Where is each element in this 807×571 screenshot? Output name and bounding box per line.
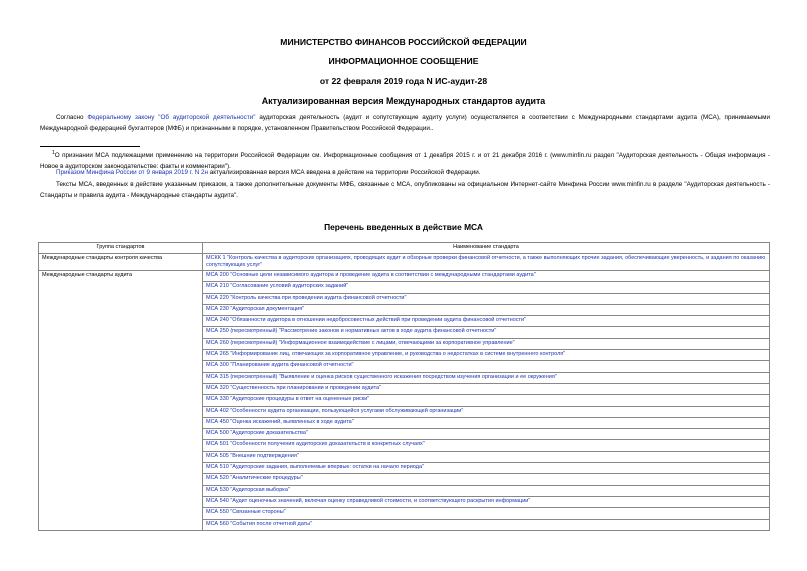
ministry-heading: МИНИСТЕРСТВО ФИНАНСОВ РОССИЙСКОЙ ФЕДЕРАЦИИ (280, 37, 527, 47)
table-row[interactable]: МСА 260 (пересмотренный) "Информационное взаимодействие с лицами, отвечающими за корпоративное управление" (203, 338, 770, 349)
table-row[interactable]: МСА 500 "Аудиторские доказательства" (203, 429, 770, 440)
table-row[interactable]: МСА 510 "Аудиторские задания, выполняемые впервые: остатки на начало периода" (203, 463, 770, 474)
table-title: Перечень введенных в действие МСА (324, 222, 483, 232)
document-title: Актуализированная версия Международных стандартов аудита (261, 96, 546, 106)
order-suffix: актуализированная версия МСА введена в действие на территории Российской Федерации. (208, 169, 481, 176)
col-name-header: Наименование стандарта (203, 243, 770, 254)
texts-paragraph: Тексты МСА, введенных в действие указанным приказом, а также дополнительные документы МФБ, связанные с МСА, опубликованы на официальном Интернет-сайте Минфина России www.minfin.ru в разделе "Аудиторская деятельность - Стандарты и правила аудита - Международные стандарты аудита". (40, 181, 770, 199)
table-row[interactable]: МСА 540 "Аудит оценочных значений, включая оценку справедливой стоимости, и соответствующего раскрытия информации" (203, 496, 770, 507)
group-quality-control: Международные стандарты контроля качества (39, 254, 203, 271)
table-row[interactable]: МСА 550 "Связанные стороны" (203, 508, 770, 519)
group-audit-standards: Международные стандарты аудита (39, 271, 203, 531)
table-row[interactable]: МСА 505 "Внешние подтверждения" (203, 451, 770, 462)
table-row[interactable]: МСА 315 (пересмотренный) "Выявление и оценка рисков существенного искажения посредством изучения организации и ее окружения" (203, 372, 770, 383)
table-row[interactable]: МСА 265 "Информирование лиц, отвечающих за корпоративное управление, и руководства о недостатках в системе внутреннего контроля" (203, 350, 770, 361)
doc-type-heading: ИНФОРМАЦИОННОЕ СООБЩЕНИЕ (328, 56, 479, 66)
table-row[interactable]: МСА 250 (пересмотренный) "Рассмотрение законов и нормативных актов в ходе аудита финансовой отчетности" (203, 327, 770, 338)
standards-table (38, 242, 770, 531)
table-row[interactable]: МСА 220 "Контроль качества при проведении аудита финансовой отчетности" (203, 293, 770, 304)
federal-law-link[interactable]: Федеральному закону "Об аудиторской деятельности" (87, 114, 256, 121)
order-link[interactable]: Приказом Минфина России от 9 января 2019 г. N 2н (56, 169, 209, 176)
table-row[interactable]: МСА 560 "События после отчетной даты" (203, 519, 770, 530)
standard-mskk1-link[interactable]: МСКК 1 "Контроль качества в аудиторских организациях, проводящих аудит и обзорные проверки финансовой отчетности, а также выполняющих прочие задания, обеспечивающие уверенность, и задания по оказанию сопутствующих услуг" (203, 254, 770, 271)
footnote-text: О признании МСА подлежащими применению на территории Российской Федерации см. Информационные сообщения от 1 декабря 2015 г. и от 21 декабря 2016 г. (www.minfin.ru раздел "Аудиторская деятельность - Общая информация - Новое в аудиторском законодательстве: факты и комментарии"). (40, 152, 770, 170)
table-row[interactable]: МСА 240 "Обязанности аудитора в отношении недобросовестных действий при проведении аудита финансовой отчетности" (203, 316, 770, 327)
table-row[interactable]: МСА 230 "Аудиторская документация" (203, 304, 770, 315)
intro-prefix: Согласно (56, 114, 88, 121)
table-row[interactable]: МСА 501 "Особенности получения аудиторских доказательств в конкретных случаях" (203, 440, 770, 451)
table-row[interactable]: МСА 402 "Особенности аудита организации, пользующейся услугами обслуживающей организации" (203, 406, 770, 417)
table-row[interactable]: МСА 210 "Согласование условий аудиторских заданий" (203, 282, 770, 293)
footnote-divider (40, 146, 140, 147)
col-group-header: Группа стандартов (39, 243, 203, 254)
table-row[interactable]: МСА 530 "Аудиторская выборка" (203, 485, 770, 496)
order-paragraph (40, 168, 770, 179)
table-row[interactable]: МСА 320 "Существенность при планировании и проведении аудита" (203, 383, 770, 394)
date-number-heading: от 22 февраля 2019 года N ИС-аудит-28 (319, 76, 488, 86)
footnote-marker: 1 (52, 150, 55, 156)
intro-suffix: аудиторская деятельность (аудит и сопутствующие аудиту услуги) осуществляется в соответствии с Международными стандартами аудита (МСА), принимаемыми Международной федерацией бухгалтеров (МФБ) и признанными в порядке, установленном Правительством Российской Федерации.. (40, 114, 771, 132)
table-row[interactable]: МСА 200 "Основные цели независимого аудитора и проведение аудита в соответствии с международными стандартами аудита" (203, 271, 770, 282)
table-row[interactable]: МСА 330 "Аудиторские процедуры в ответ на оцененные риски" (203, 395, 770, 406)
table-row[interactable]: МСА 300 "Планирование аудита финансовой отчетности" (203, 361, 770, 372)
table-row[interactable]: МСА 520 "Аналитические процедуры" (203, 474, 770, 485)
table-row[interactable]: МСА 450 "Оценка искажений, выявленных в ходе аудита" (203, 417, 770, 428)
intro-paragraph (40, 113, 770, 134)
